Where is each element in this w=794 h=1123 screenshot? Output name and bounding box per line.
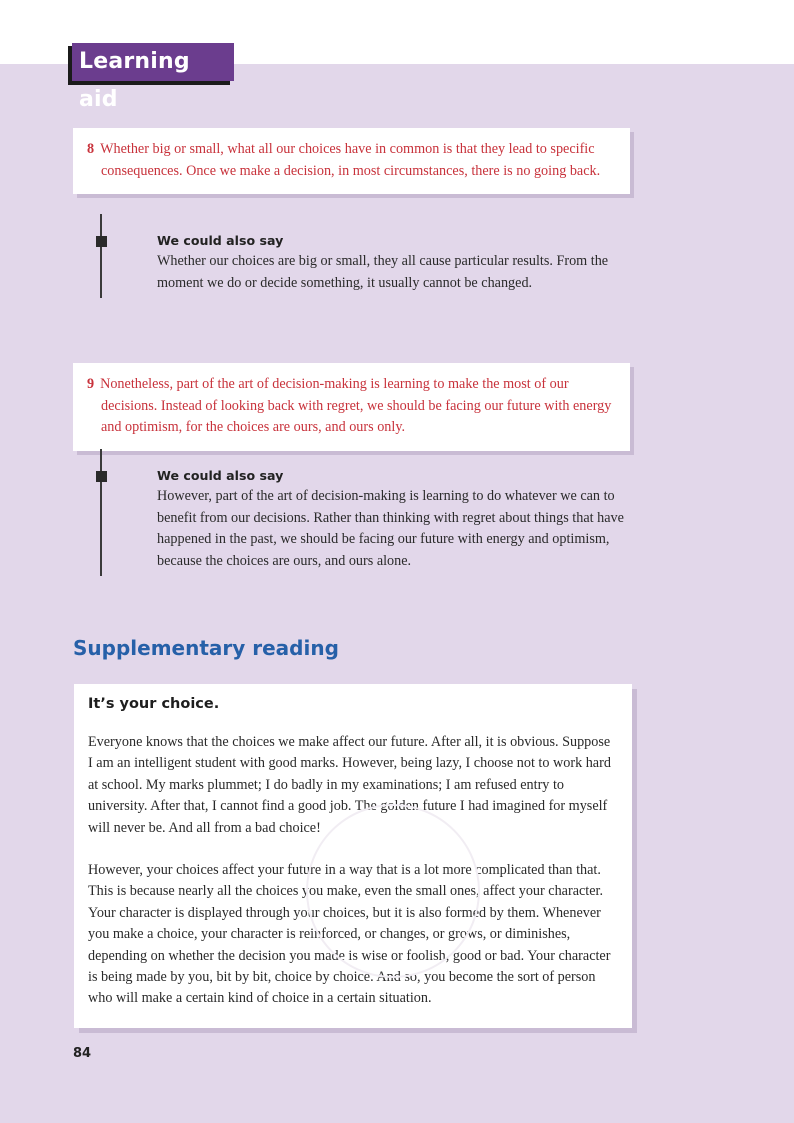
also-say-text: Whether our choices are big or small, they all cause particular results. From the moment we do or decide something, it usually cannot be changed. bbox=[157, 253, 609, 291]
quote-text bbox=[87, 374, 616, 439]
quote-card-8 bbox=[73, 128, 630, 194]
quote-body: Whether big or small, what all our choices have in common is that they lead to specific consequences. Once we make a decision, in most circumstances, there is no going back. bbox=[100, 141, 601, 179]
also-say-heading: We could also say bbox=[157, 468, 284, 483]
bullet-square bbox=[96, 236, 107, 247]
also-say-block-8 bbox=[157, 231, 632, 294]
page-number: 84 bbox=[73, 1046, 92, 1061]
reading-paragraph: However, your choices affect your future in a way that is a lot more complicated than that. This is because nearly all the choices you make, even the small ones, affect your character. Your character is displayed through your choices, but it is also formed by them. Whenever you make a choice, your character is reinforced, or changes, or grows, or diminishes, depending on whether the decision you made is wise or foolish, good or bad. Your character is being made by you, bit by bit, choice by choice. And so, you become the sort of person who will make a certain kind of choice in a certain situation. bbox=[88, 862, 611, 1007]
quote-number: 8 bbox=[87, 141, 95, 157]
quote-text bbox=[87, 139, 616, 182]
also-say-block-9 bbox=[157, 466, 632, 572]
quote-number: 9 bbox=[87, 376, 95, 392]
reading-title: It’s your choice. bbox=[88, 696, 220, 712]
learning-aid-tag: Learning aid bbox=[72, 43, 234, 81]
quote-body: Nonetheless, part of the art of decision-making is learning to make the most of our decisions. Instead of looking back with regret, we should be facing our future with energy and optimism, for the choices are ours, and ours only. bbox=[100, 376, 612, 435]
also-say-text: However, part of the art of decision-making is learning to do whatever we can to benefit from our decisions. Rather than thinking with regret about things that have happened in the past, we should be facing our future with energy and optimism, because the choices are ours, and ours alone. bbox=[157, 488, 624, 569]
divider-line bbox=[100, 449, 102, 576]
bullet-square bbox=[96, 471, 107, 482]
reading-paragraph: Everyone knows that the choices we make affect our future. After all, it is obvious. Suppose I am an intelligent student with good marks. However, being lazy, I choose not to work hard at school. My marks plummet; I do badly in my examinations; I am refused entry to university. After that, I cannot find a good job. The golden future I had imagined for myself will never be. And all from a bad choice! bbox=[88, 734, 611, 836]
divider-line bbox=[100, 214, 102, 298]
quote-card-9 bbox=[73, 363, 630, 451]
reading-card bbox=[74, 684, 632, 1028]
supplementary-reading-title: Supplementary reading bbox=[73, 636, 339, 660]
also-say-heading: We could also say bbox=[157, 233, 284, 248]
